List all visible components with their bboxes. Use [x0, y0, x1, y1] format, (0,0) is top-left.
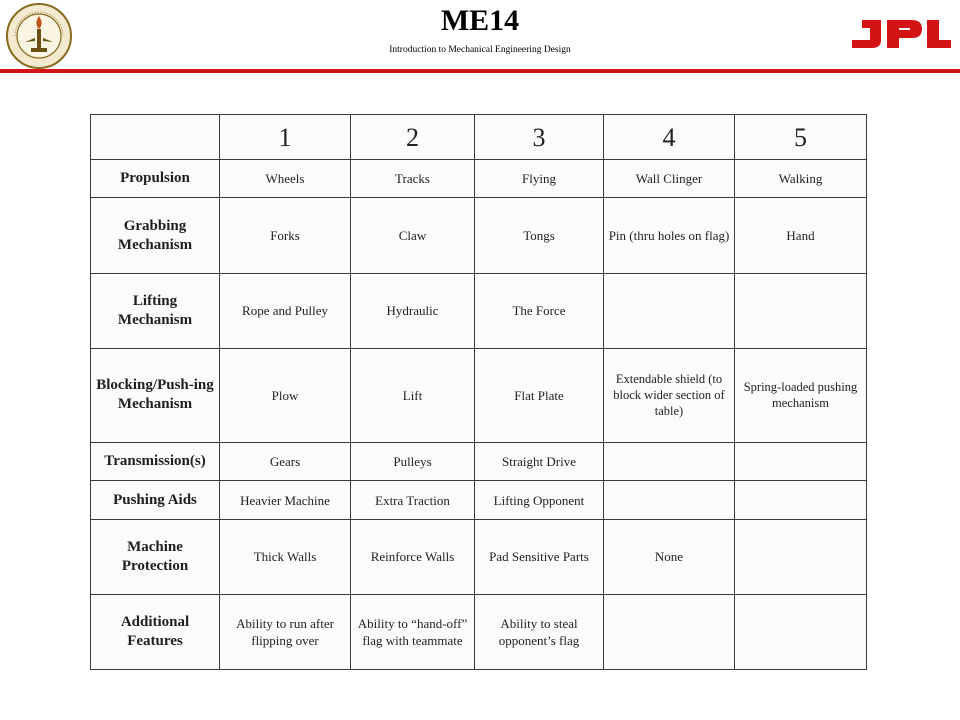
table-row	[91, 442, 867, 480]
table-cell	[735, 442, 867, 480]
row-header: Additional Features	[91, 594, 220, 669]
table-cell	[735, 481, 867, 519]
table-cell: Thick Walls	[220, 519, 351, 594]
table-cell	[735, 519, 867, 594]
column-header: 4	[604, 115, 735, 160]
table-cell: Straight Drive	[475, 442, 604, 480]
table-cell: Pad Sensitive Parts	[475, 519, 604, 594]
table-cell: Tracks	[351, 160, 475, 198]
table-cell: Lift	[351, 348, 475, 442]
table-row	[91, 481, 867, 519]
table-header-row	[91, 115, 867, 160]
table-cell: Gears	[220, 442, 351, 480]
column-header: 1	[220, 115, 351, 160]
table-row	[91, 198, 867, 273]
table-cell: Spring-loaded pushing mechanism	[735, 348, 867, 442]
table-cell: Wall Clinger	[604, 160, 735, 198]
table-cell: Extra Traction	[351, 481, 475, 519]
table-cell: Plow	[220, 348, 351, 442]
table-row	[91, 519, 867, 594]
table-cell: Walking	[735, 160, 867, 198]
table-cell: Flying	[475, 160, 604, 198]
table-cell	[735, 273, 867, 348]
table-row	[91, 160, 867, 198]
column-header: 2	[351, 115, 475, 160]
morphological-chart-scan	[90, 114, 866, 670]
table-cell: Hand	[735, 198, 867, 273]
jpl-logo	[848, 16, 953, 52]
row-header: Pushing Aids	[91, 481, 220, 519]
table-cell: Pulleys	[351, 442, 475, 480]
row-header: Blocking/Push-ing Mechanism	[91, 348, 220, 442]
table-cell: Ability to “hand-off” flag with teammate	[351, 594, 475, 669]
row-header: Propulsion	[91, 160, 220, 198]
table-cell	[604, 442, 735, 480]
table-cell	[604, 481, 735, 519]
row-header: Transmission(s)	[91, 442, 220, 480]
table-cell	[735, 594, 867, 669]
table-cell: Hydraulic	[351, 273, 475, 348]
corner-cell	[91, 115, 220, 160]
table-cell: Forks	[220, 198, 351, 273]
table-cell: Ability to run after flipping over	[220, 594, 351, 669]
table-cell	[604, 594, 735, 669]
table-cell: Tongs	[475, 198, 604, 273]
row-header: Machine Protection	[91, 519, 220, 594]
table-cell: Claw	[351, 198, 475, 273]
table-row	[91, 273, 867, 348]
table-cell: Ability to steal opponent’s flag	[475, 594, 604, 669]
table-cell: Wheels	[220, 160, 351, 198]
table-cell: Reinforce Walls	[351, 519, 475, 594]
table-cell: Extendable shield (to block wider section of table)	[604, 348, 735, 442]
course-subtitle: Introduction to Mechanical Engineering Design	[389, 45, 571, 55]
row-header: Grabbing Mechanism	[91, 198, 220, 273]
table-cell: Rope and Pulley	[220, 273, 351, 348]
course-title: ME14	[440, 4, 520, 37]
table-cell: Heavier Machine	[220, 481, 351, 519]
table-cell	[604, 273, 735, 348]
morphological-chart-table	[90, 114, 867, 670]
column-header: 3	[475, 115, 604, 160]
slide-header	[0, 0, 960, 74]
header-divider	[0, 69, 960, 73]
table-cell: None	[604, 519, 735, 594]
row-header: Lifting Mechanism	[91, 273, 220, 348]
table-cell: Pin (thru holes on flag)	[604, 198, 735, 273]
column-header: 5	[735, 115, 867, 160]
table-row	[91, 594, 867, 669]
table-cell: Lifting Opponent	[475, 481, 604, 519]
table-cell: The Force	[475, 273, 604, 348]
table-cell: Flat Plate	[475, 348, 604, 442]
table-row	[91, 348, 867, 442]
